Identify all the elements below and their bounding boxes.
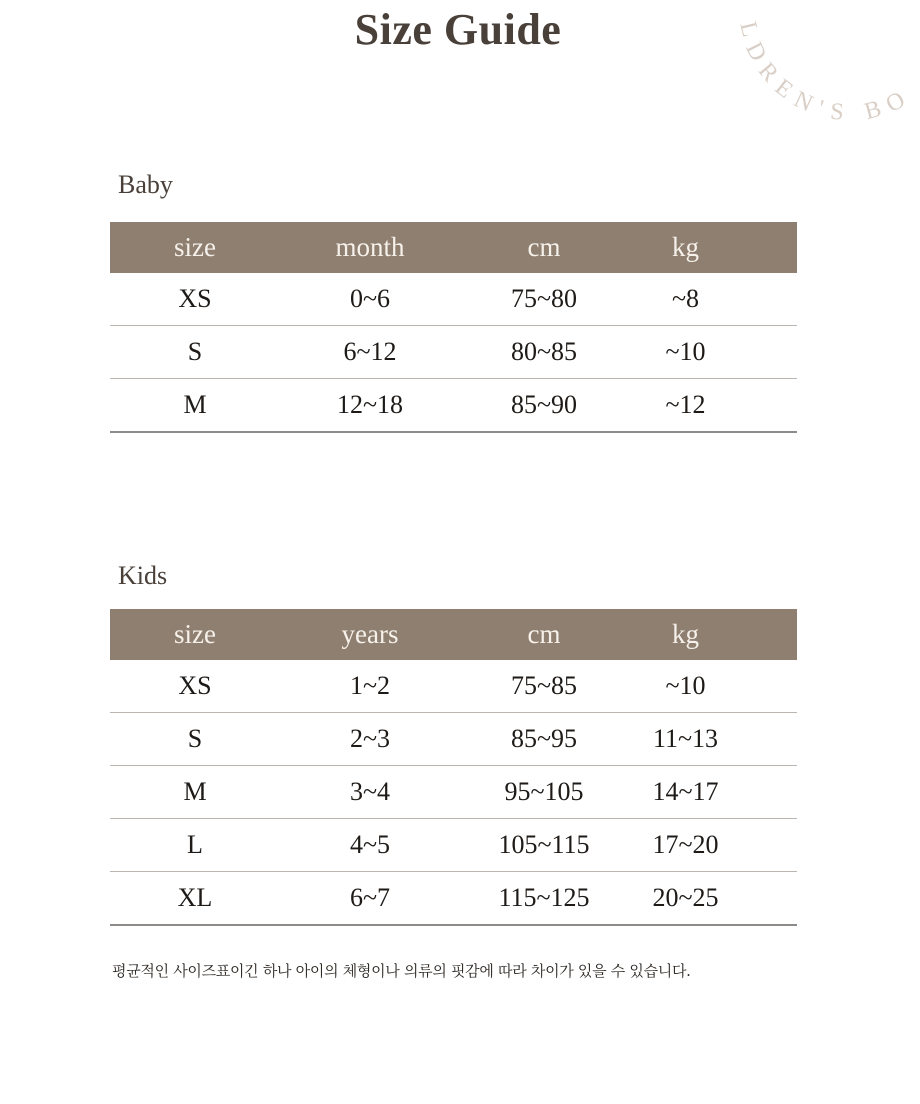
table-row: [110, 273, 797, 326]
cell-kg: 17~20: [628, 819, 743, 872]
kids-section-label: Kids: [118, 561, 168, 590]
baby-section-label: Baby: [118, 170, 173, 199]
cell-size: M: [110, 766, 280, 819]
cell-cm: 75~80: [460, 273, 628, 326]
cell-spacer: [743, 326, 797, 379]
cell-spacer: [743, 766, 797, 819]
cell-kg: ~10: [628, 326, 743, 379]
cell-kg: ~10: [628, 660, 743, 713]
cell-spacer: [743, 872, 797, 926]
header-size: size: [110, 222, 280, 273]
cell-spacer: [743, 660, 797, 713]
table-header-row: [110, 222, 797, 273]
cell-month: 6~12: [280, 326, 460, 379]
cell-kg: 20~25: [628, 872, 743, 926]
table-row: [110, 819, 797, 872]
cell-cm: 85~90: [460, 379, 628, 433]
cell-cm: 75~85: [460, 660, 628, 713]
header-cm: cm: [460, 609, 628, 660]
header-kg: kg: [628, 222, 743, 273]
page-title: Size Guide: [354, 5, 562, 54]
cell-size: S: [110, 326, 280, 379]
table-row: [110, 872, 797, 926]
cell-years: 2~3: [280, 713, 460, 766]
header-month: month: [280, 222, 460, 273]
table-row: [110, 326, 797, 379]
header-years: years: [280, 609, 460, 660]
table-header-row: [110, 609, 797, 660]
cell-size: L: [110, 819, 280, 872]
cell-spacer: [743, 713, 797, 766]
table-row: [110, 379, 797, 433]
cell-spacer: [743, 379, 797, 433]
kids-size-table: [110, 609, 797, 926]
cell-month: 0~6: [280, 273, 460, 326]
cell-cm: 85~95: [460, 713, 628, 766]
cell-spacer: [743, 273, 797, 326]
cell-years: 1~2: [280, 660, 460, 713]
header-kg: kg: [628, 609, 743, 660]
cell-spacer: [743, 819, 797, 872]
size-disclaimer-note: 평균적인 사이즈표이긴 하나 아이의 체형이나 의류의 핏감에 따라 차이가 있을 수 있습니다.: [112, 962, 691, 980]
cell-kg: 14~17: [628, 766, 743, 819]
cell-kg: 11~13: [628, 713, 743, 766]
cell-cm: 105~115: [460, 819, 628, 872]
cell-size: XS: [110, 273, 280, 326]
baby-size-table: [110, 222, 797, 433]
cell-years: 6~7: [280, 872, 460, 926]
cell-size: S: [110, 713, 280, 766]
cell-month: 12~18: [280, 379, 460, 433]
table-row: [110, 713, 797, 766]
stamp-text: LDREN'S BO: [734, 19, 918, 127]
cell-size: XS: [110, 660, 280, 713]
cell-kg: ~8: [628, 273, 743, 326]
table-row: [110, 766, 797, 819]
cell-size: M: [110, 379, 280, 433]
header-spacer: [743, 222, 797, 273]
cell-size: XL: [110, 872, 280, 926]
header-size: size: [110, 609, 280, 660]
cell-cm: 80~85: [460, 326, 628, 379]
cell-cm: 115~125: [460, 872, 628, 926]
cell-years: 4~5: [280, 819, 460, 872]
cell-cm: 95~105: [460, 766, 628, 819]
cell-kg: ~12: [628, 379, 743, 433]
header-cm: cm: [460, 222, 628, 273]
table-row: [110, 660, 797, 713]
header-spacer: [743, 609, 797, 660]
cell-years: 3~4: [280, 766, 460, 819]
